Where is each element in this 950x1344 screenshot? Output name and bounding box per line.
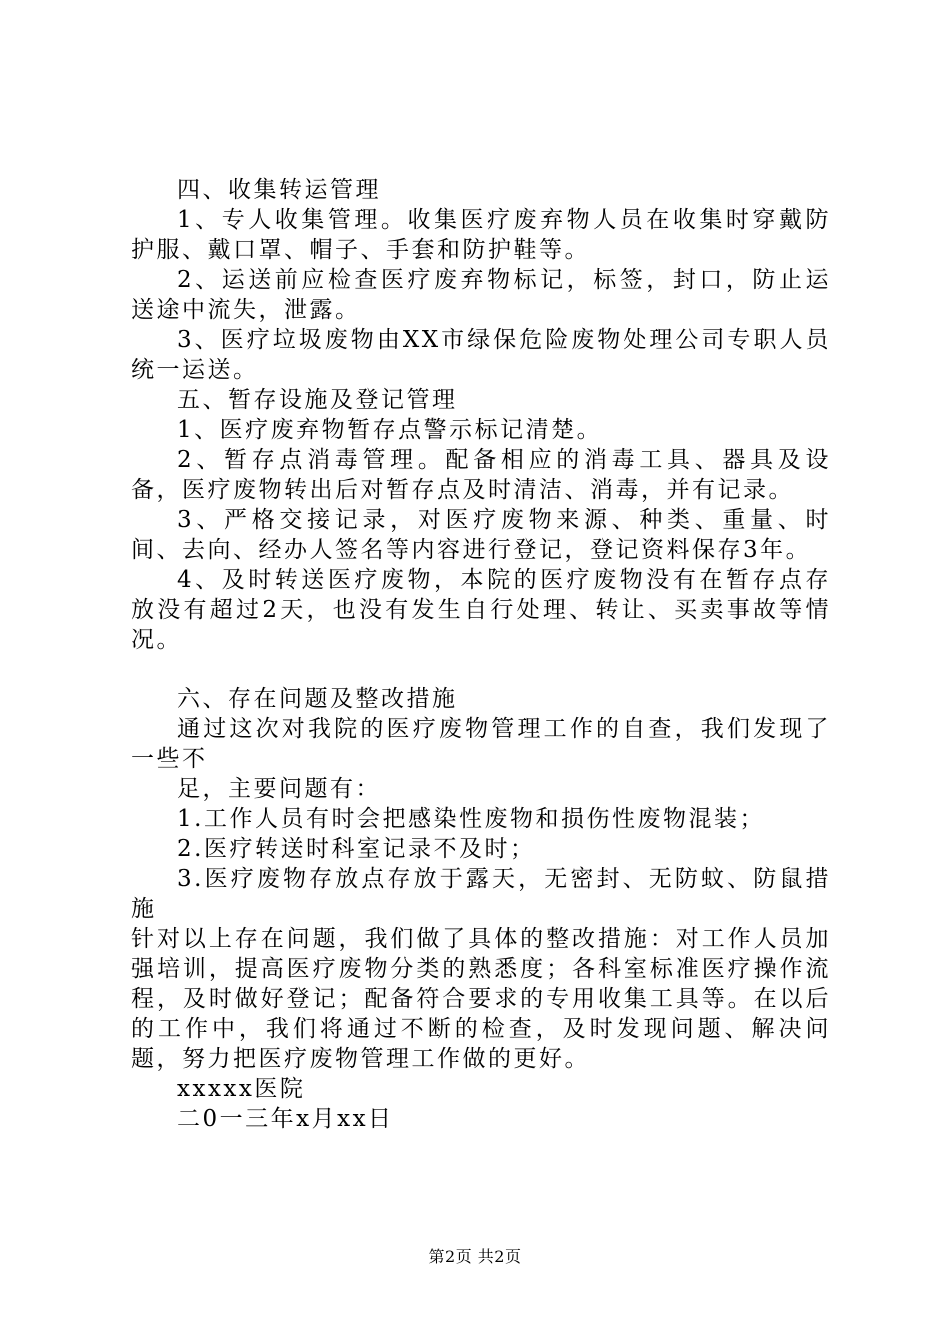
paragraph-pre-transport-check: 2、运送前应检查医疗废弃物标记，标签，封口，防止运送途中流失，泄露。 [131,267,831,323]
paragraph-unified-transport: 3、医疗垃圾废物由XX市绿保危险废物处理公司专职人员统一运送。 [131,327,831,383]
paragraph-warning-signs: 1、医疗废弃物暂存点警示标记清楚。 [177,417,603,443]
paragraph-timely-transfer: 4、及时转送医疗废物，本院的医疗废物没有在暂存点存放没有超过2天，也没有发生自行处理、转让、买卖事故等情况。 [131,567,831,653]
page-footer: 第2页 共2页 [428,1247,522,1266]
problem-item-2: 2.医疗转送时科室记录不及时； [177,836,536,862]
section-heading-problems: 六、存在问题及整改措施 [177,686,458,712]
problem-item-1: 1.工作人员有时会把感染性废物和损伤性废物混装； [177,806,765,832]
paragraph-handover-records: 3、严格交接记录，对医疗废物来源、种类、重量、时间、去向、经办人签名等内容进行登记，登记资料保存3年。 [131,507,831,563]
paragraph-dedicated-collection: 1、专人收集管理。收集医疗废弃物人员在收集时穿戴防护服、戴口罩、帽子、手套和防护鞋等。 [131,207,831,263]
paragraph-rectification: 针对以上存在问题，我们做了具体的整改措施：对工作人员加强培训，提高医疗废物分类的熟悉度；各科室标准医疗操作流程，及时做好登记；配备符合要求的专用收集工具等。在以后的工作中，我们将通过不断的检查，及时发现问题、解决问题，努力把医疗废物管理工作做的更好。 [131,926,831,1072]
signature-hospital: xxxxx医院 [177,1076,306,1102]
paragraph-main-problems: 足，主要问题有： [177,776,381,802]
document-body [131,175,831,1134]
signature-date: 二0一三年x月xx日 [177,1106,394,1132]
paragraph-disinfection: 2、暂存点消毒管理。配备相应的消毒工具、器具及设备，医疗废物转出后对暂存点及时清洁、消毒，并有记录。 [131,447,831,503]
section-heading-temporary-storage: 五、暂存设施及登记管理 [177,387,458,413]
paragraph-self-inspection: 通过这次对我院的医疗废物管理工作的自查，我们发现了一些不 [131,716,831,772]
section-heading-collection-transport: 四、收集转运管理 [177,177,381,203]
problem-item-3: 3.医疗废物存放点存放于露天，无密封、无防蚊、防鼠措施 [131,866,831,922]
